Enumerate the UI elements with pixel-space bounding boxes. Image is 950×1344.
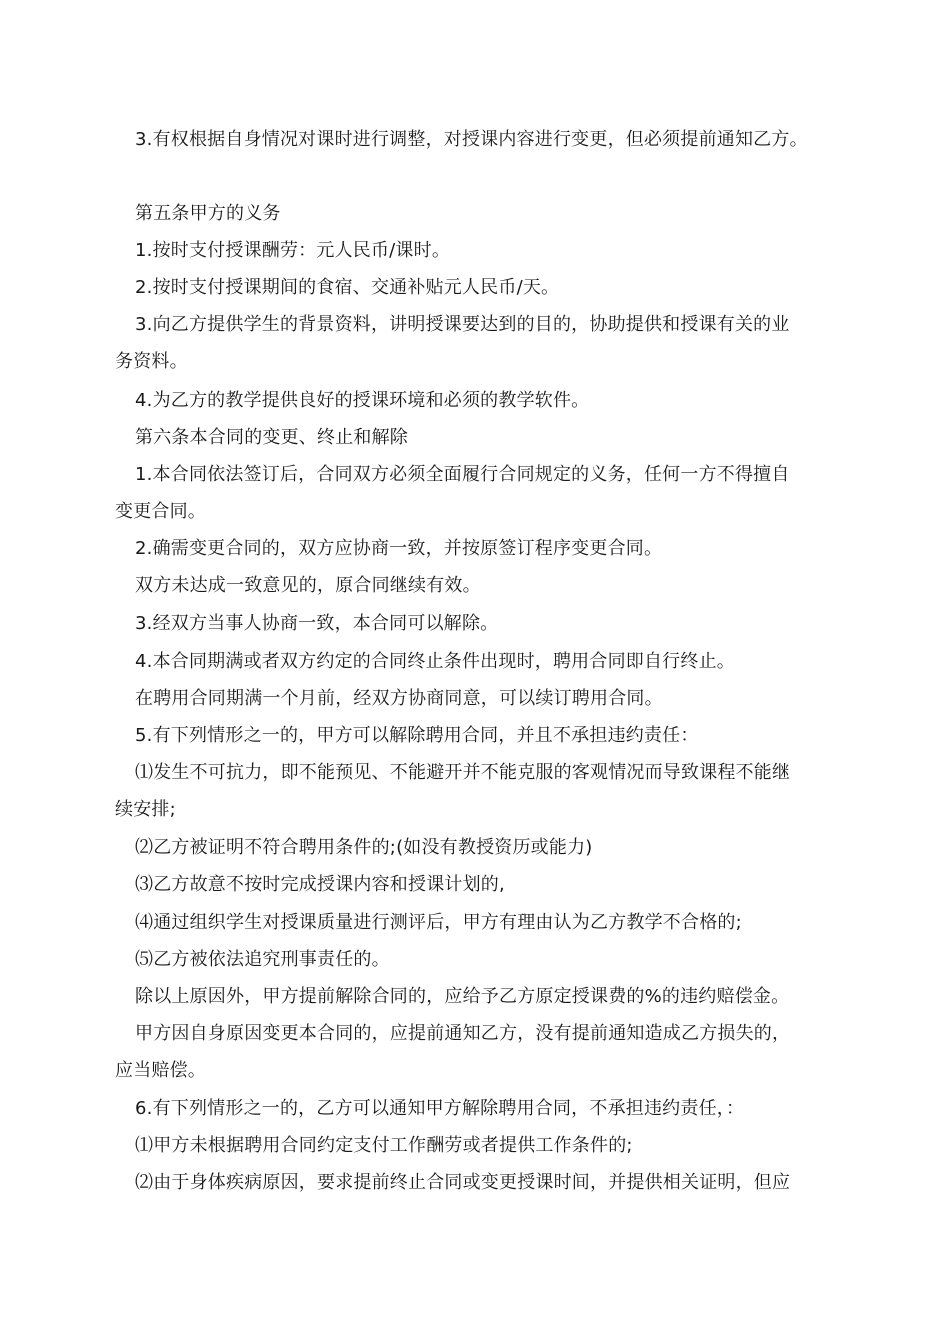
article-6-item-2: 2.确需变更合同的，双方应协商一致，并按原签订程序变更合同。 <box>135 538 663 559</box>
item-6-sub-1: ⑴甲方未根据聘用合同约定支付工作酬劳或者提供工作条件的; <box>135 1135 633 1156</box>
item-5-sub-3: ⑶乙方故意不按时完成授课内容和授课计划的, <box>135 874 505 895</box>
item-5-sub-2: ⑵乙方被证明不符合聘用条件的;(如没有教授资历或能力) <box>135 837 593 858</box>
article-5-item-1: 1.按时支付授课酬劳：元人民币/课时。 <box>135 240 451 261</box>
item-5-sub-1-cont: 续安排; <box>115 799 176 820</box>
item-5-compensation: 除以上原因外，甲方提前解除合同的，应给予乙方原定授课费的%的违约赔偿金。 <box>135 986 790 1007</box>
item-5-change-notice: 甲方因自身原因变更本合同的，应提前通知乙方，没有提前通知造成乙方损失的， <box>135 1023 791 1044</box>
article-6-item-1: 1.本合同依法签订后，合同双方必须全面履行合同规定的义务，任何一方不得擅自 <box>135 464 790 485</box>
article-5-item-3-cont: 务资料。 <box>115 351 188 372</box>
article-5-item-2: 2.按时支付授课期间的食宿、交通补贴元人民币/天。 <box>135 277 560 298</box>
article-5-item-3: 3.向乙方提供学生的背景资料，讲明授课要达到的目的，协助提供和授课有关的业 <box>135 314 790 335</box>
article-6-heading: 第六条本合同的变更、终止和解除 <box>135 427 408 448</box>
article-6-item-2-note: 双方未达成一致意见的，原合同继续有效。 <box>135 575 481 596</box>
clause-4-item-3: 3.有权根据自身情况对课时进行调整，对授课内容进行变更，但必须提前通知乙方。 <box>135 129 808 150</box>
article-6-item-4: 4.本合同期满或者双方约定的合同终止条件出现时，聘用合同即自行终止。 <box>135 651 735 672</box>
article-5-heading: 第五条甲方的义务 <box>135 203 281 224</box>
item-5-sub-1: ⑴发生不可抗力，即不能预见、不能避开并不能克服的客观情况而导致课程不能继 <box>135 762 791 783</box>
item-5-sub-4: ⑷通过组织学生对授课质量进行测评后，甲方有理由认为乙方教学不合格的; <box>135 912 742 933</box>
article-6-item-5: 5.有下列情形之一的，甲方可以解除聘用合同，并且不承担违约责任： <box>135 725 699 746</box>
item-6-sub-2: ⑵由于身体疾病原因，要求提前终止合同或变更授课时间，并提供相关证明，但应 <box>135 1172 791 1193</box>
article-6-item-6: 6.有下列情形之一的，乙方可以通知甲方解除聘用合同，不承担违约责任，： <box>135 1098 745 1119</box>
article-6-item-3: 3.经双方当事人协商一致，本合同可以解除。 <box>135 613 499 634</box>
article-6-item-1-cont: 变更合同。 <box>115 501 206 522</box>
article-6-item-4-note: 在聘用合同期满一个月前，经双方协商同意，可以续订聘用合同。 <box>135 688 663 709</box>
article-5-item-4: 4.为乙方的教学提供良好的授课环境和必须的教学软件。 <box>135 390 590 411</box>
item-5-change-notice-cont: 应当赔偿。 <box>115 1060 206 1081</box>
item-5-sub-5: ⑸乙方被依法追究刑事责任的。 <box>135 949 390 970</box>
